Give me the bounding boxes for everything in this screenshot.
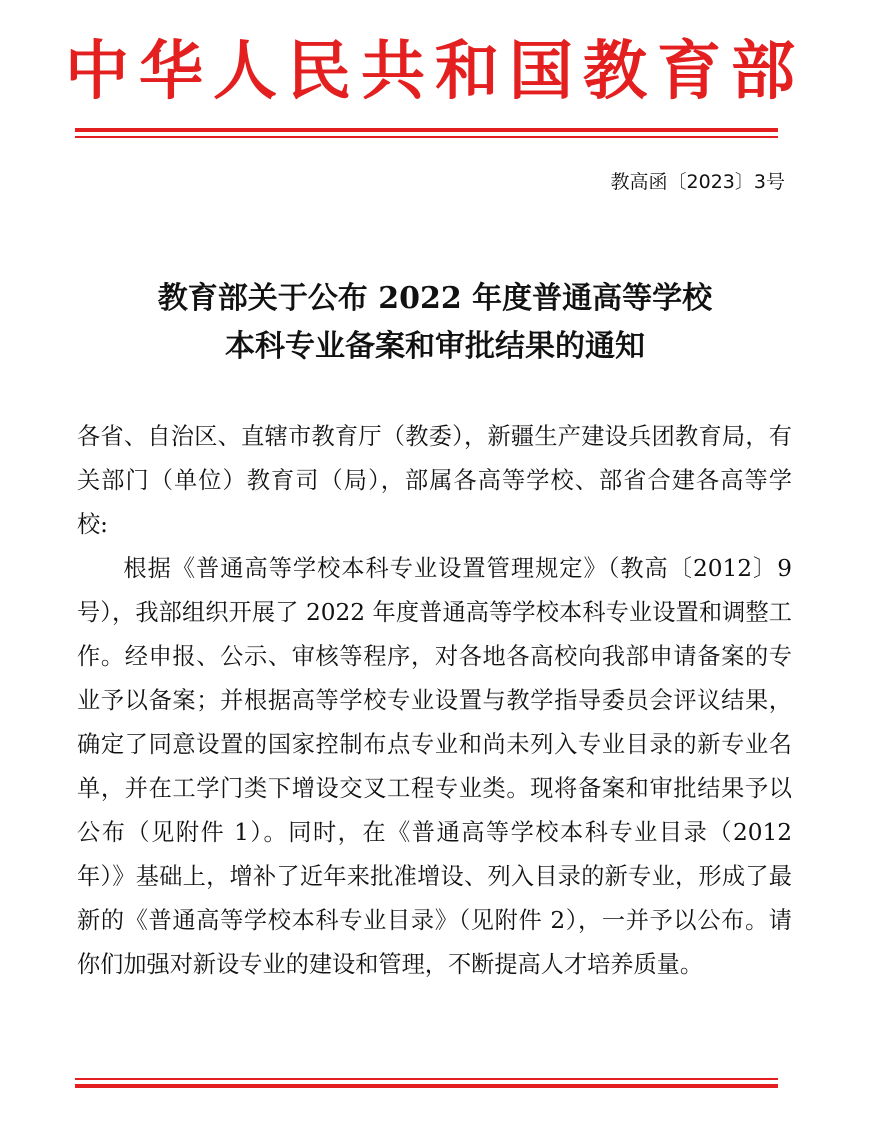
issuer-header: 中华人民共和国教育部 (65, 35, 805, 109)
header-divider-thin (75, 136, 778, 138)
footer-divider-thin (75, 1078, 778, 1080)
document-title-line-1: 教育部关于公布 2022 年度普通高等学校 (157, 281, 713, 316)
document-title-line-2: 本科专业备案和审批结果的通知 (225, 329, 645, 364)
document-body (77, 415, 792, 987)
header-divider-thick (75, 128, 778, 132)
footer-divider-thick (75, 1084, 778, 1088)
document-title (0, 275, 870, 371)
body-paragraph: 根据《普通高等学校本科专业设置管理规定》（教高〔2012〕9号），我部组织开展了 2022 年度普通高等学校本科专业设置和调整工作。经申报、公示、审核等程序，对各地各高校向我部申请备案的专业予以备案；并根据高等学校专业设置与教学指导委员会评议结果，确定了同意设置的国家控制布点专业和尚未列入专业目录的新专业名单，并在工学门类下增设交叉工程专业类。现将备案和审批结果予以公布（见附件 1）。同时，在《普通高等学校本科专业目录（2012 年）》基础上，增补了近年来批准增设、列入目录的新专业，形成了最新的《普通高等学校本科专业目录》（见附件 2），一并予以公布。请你们加强对新设专业的建设和管理，不断提高人才培养质量。 (77, 555, 792, 978)
addressee: 各省、自治区、直辖市教育厅（教委），新疆生产建设兵团教育局，有关部门（单位）教育司（局），部属各高等学校、部省合建各高等学校: (77, 423, 792, 538)
document-number: 教高函〔2023〕3号 (610, 171, 785, 193)
